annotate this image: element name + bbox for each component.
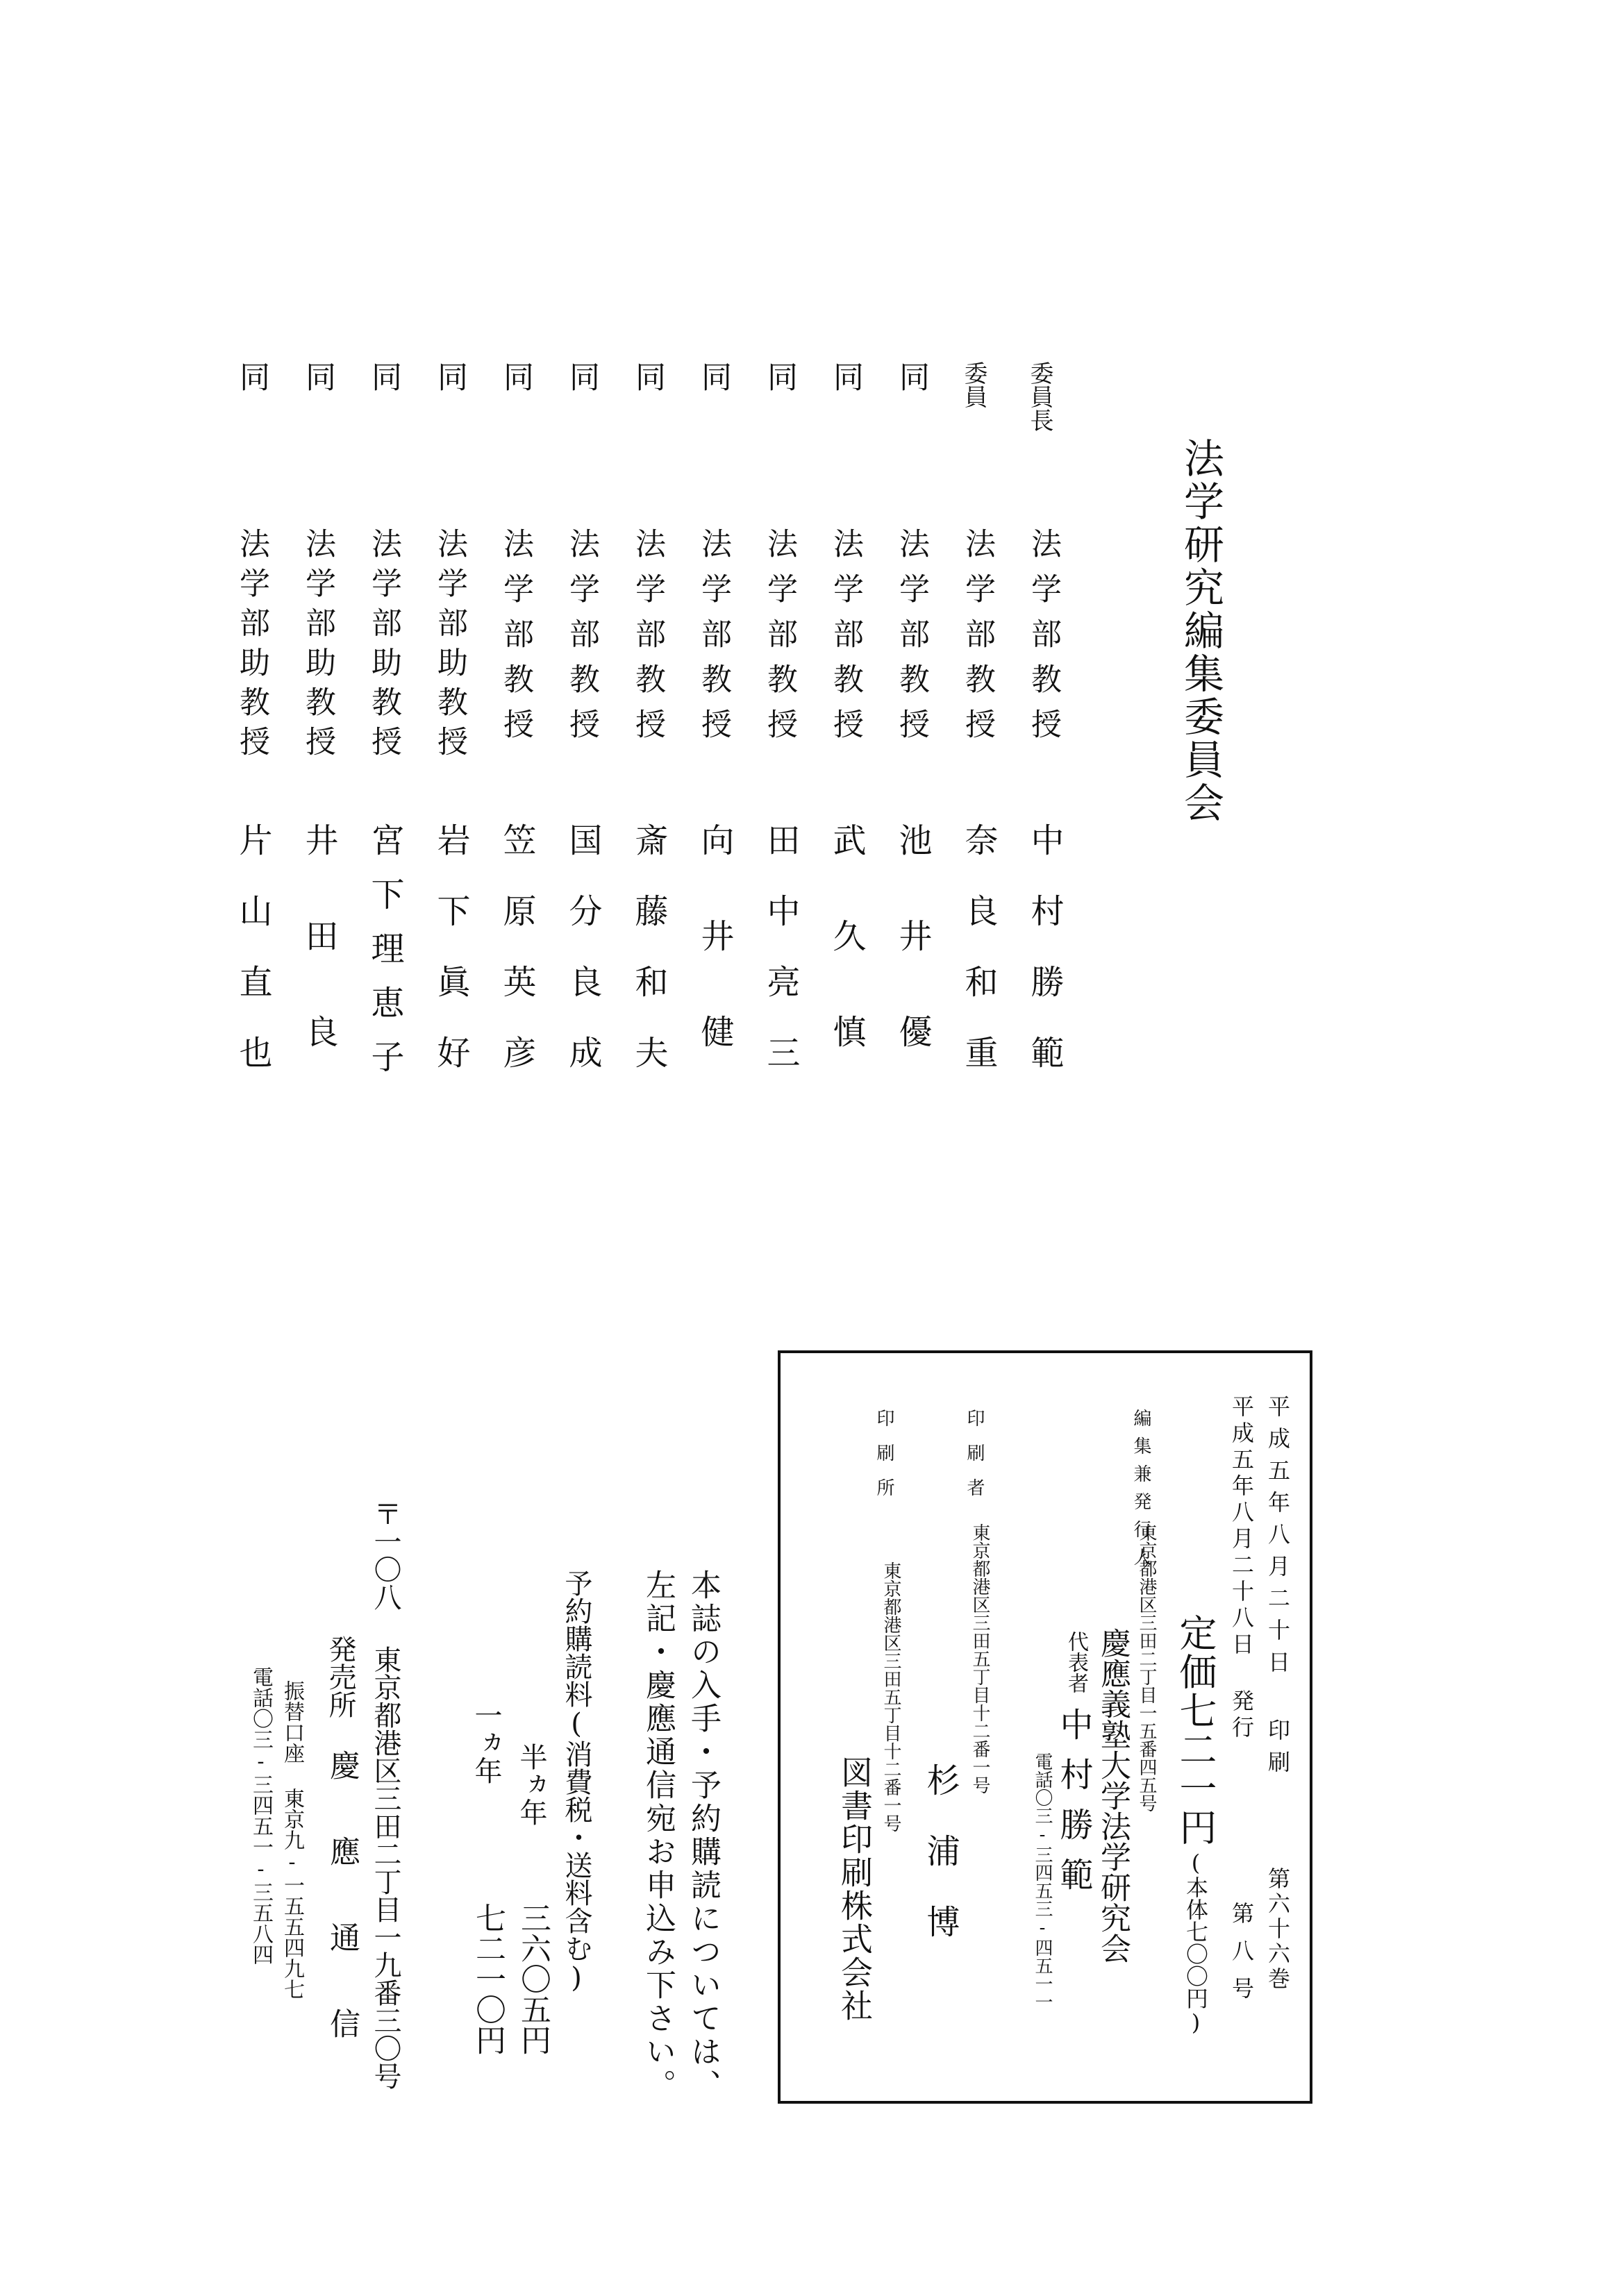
member-name: 武久慎 [827, 823, 866, 1110]
printshop-name: 図書印刷株式会社 [836, 1756, 874, 2022]
seller-name: 慶應通信 [324, 1750, 360, 2094]
member-affiliation: 法学部助教授 [432, 528, 467, 765]
member-role: 委員 [960, 361, 987, 408]
half-year-label: 半ヵ年 [515, 1743, 547, 1826]
member-column [761, 361, 812, 1125]
one-year-price: 七二一〇円 [470, 1902, 506, 2055]
member-name: 宮下理恵子 [365, 823, 404, 1093]
member-role: 同 [234, 361, 269, 393]
editor-label: 編集兼発行人 [1131, 1409, 1151, 1575]
member-name: 井田良 [299, 823, 338, 1110]
printer-label: 印刷者 [964, 1409, 985, 1513]
publish-date: 平成五年八月二十八日 発行 [1228, 1395, 1255, 1742]
member-role: 委員長 [1026, 361, 1053, 432]
member-affiliation: 法学部教授 [696, 528, 731, 753]
member-affiliation: 法学部助教授 [300, 528, 335, 765]
member-column [1025, 361, 1076, 1125]
member-role: 同 [894, 361, 929, 393]
member-name: 国分良成 [563, 823, 602, 1106]
member-role: 同 [696, 361, 731, 393]
print-date: 平成五年八月二十日 印刷 [1265, 1395, 1291, 1782]
member-name: 田中亮三 [761, 823, 800, 1106]
member-column [959, 361, 1010, 1125]
member-column [497, 361, 549, 1125]
committee-title: 法学研究編集委員会 [1177, 437, 1224, 825]
seller-phone: 電話〇三-三四五一-三五八四 [249, 1666, 273, 1965]
member-role: 同 [630, 361, 665, 393]
member-role: 同 [762, 361, 797, 393]
member-column [431, 361, 483, 1125]
member-name: 池井優 [893, 823, 932, 1110]
volume-number: 第六十六巻 [1265, 1867, 1291, 1992]
printshop-label: 印刷所 [874, 1409, 894, 1513]
representative-name: 中村勝範 [1054, 1707, 1093, 1907]
member-affiliation: 法学部助教授 [234, 528, 269, 765]
member-affiliation: 法学部助教授 [366, 528, 401, 765]
member-role: 同 [828, 361, 863, 393]
publisher-phone: 電話〇三-三四五三-四五一一 [1032, 1752, 1053, 2011]
printer-name: 杉浦博 [921, 1763, 960, 1975]
colophon-box [778, 1350, 1312, 2104]
member-affiliation: 法学部教授 [960, 528, 995, 753]
member-column [695, 361, 747, 1125]
seller-transfer-account: 振替口座 東京九-一五五四九七 [280, 1680, 304, 2000]
member-column [233, 361, 285, 1125]
member-role: 同 [432, 361, 467, 393]
member-name: 岩下眞好 [431, 823, 470, 1106]
member-role: 同 [300, 361, 335, 393]
member-affiliation: 法学部教授 [762, 528, 797, 753]
seller-label: 発売所 [324, 1635, 356, 1718]
member-column [893, 361, 944, 1125]
member-affiliation: 法学部教授 [894, 528, 929, 753]
price: 定価七二一円 [1174, 1614, 1217, 1847]
member-column [827, 361, 878, 1125]
subscription-fee-title: 予約購読料(消費税・送料含む) [560, 1569, 592, 1994]
member-role: 同 [564, 361, 599, 393]
member-name: 奈良和重 [959, 823, 998, 1106]
member-affiliation: 法学部教授 [1026, 528, 1061, 753]
member-name: 斎藤和夫 [629, 823, 668, 1106]
subscription-notice-line2: 左記・慶應通信宛お申込み下さい。 [640, 1569, 676, 2102]
publisher-name: 慶應義塾大学法学研究会 [1095, 1627, 1131, 1963]
printer-address: 東京都港区三田五丁目十二番一号 [969, 1523, 990, 1794]
member-name: 片山直也 [233, 823, 272, 1106]
printshop-address: 東京都港区三田五丁目十二番一号 [881, 1561, 901, 1832]
member-role: 同 [498, 361, 533, 393]
member-affiliation: 法学部教授 [828, 528, 863, 753]
issue-number: 第八号 [1228, 1902, 1255, 2014]
member-affiliation: 法学部教授 [564, 528, 599, 753]
seller-postal-code: 〒一〇八 [369, 1500, 401, 1611]
representative-label: 代表者 [1064, 1631, 1088, 1693]
member-column [299, 361, 351, 1125]
member-role: 同 [366, 361, 401, 393]
member-column [365, 361, 417, 1125]
publisher-address: 東京都港区三田二丁目一五番四五号 [1136, 1523, 1157, 1812]
member-column [629, 361, 681, 1125]
seller-address: 東京都港区三田二丁目一九番三〇号 [369, 1645, 401, 2090]
subscription-notice-line1: 本誌の入手・予約購読については、 [685, 1569, 721, 2102]
member-name: 向井健 [695, 823, 734, 1110]
member-affiliation: 法学部教授 [630, 528, 665, 753]
half-year-price: 三六〇五円 [515, 1902, 551, 2055]
member-name: 笠原英彦 [497, 823, 536, 1106]
member-affiliation: 法学部教授 [498, 528, 533, 753]
price-note: (本体七〇〇円) [1183, 1850, 1209, 2036]
member-name: 中村勝範 [1025, 823, 1064, 1106]
one-year-label: 一ヵ年 [470, 1701, 502, 1784]
member-column [563, 361, 615, 1125]
